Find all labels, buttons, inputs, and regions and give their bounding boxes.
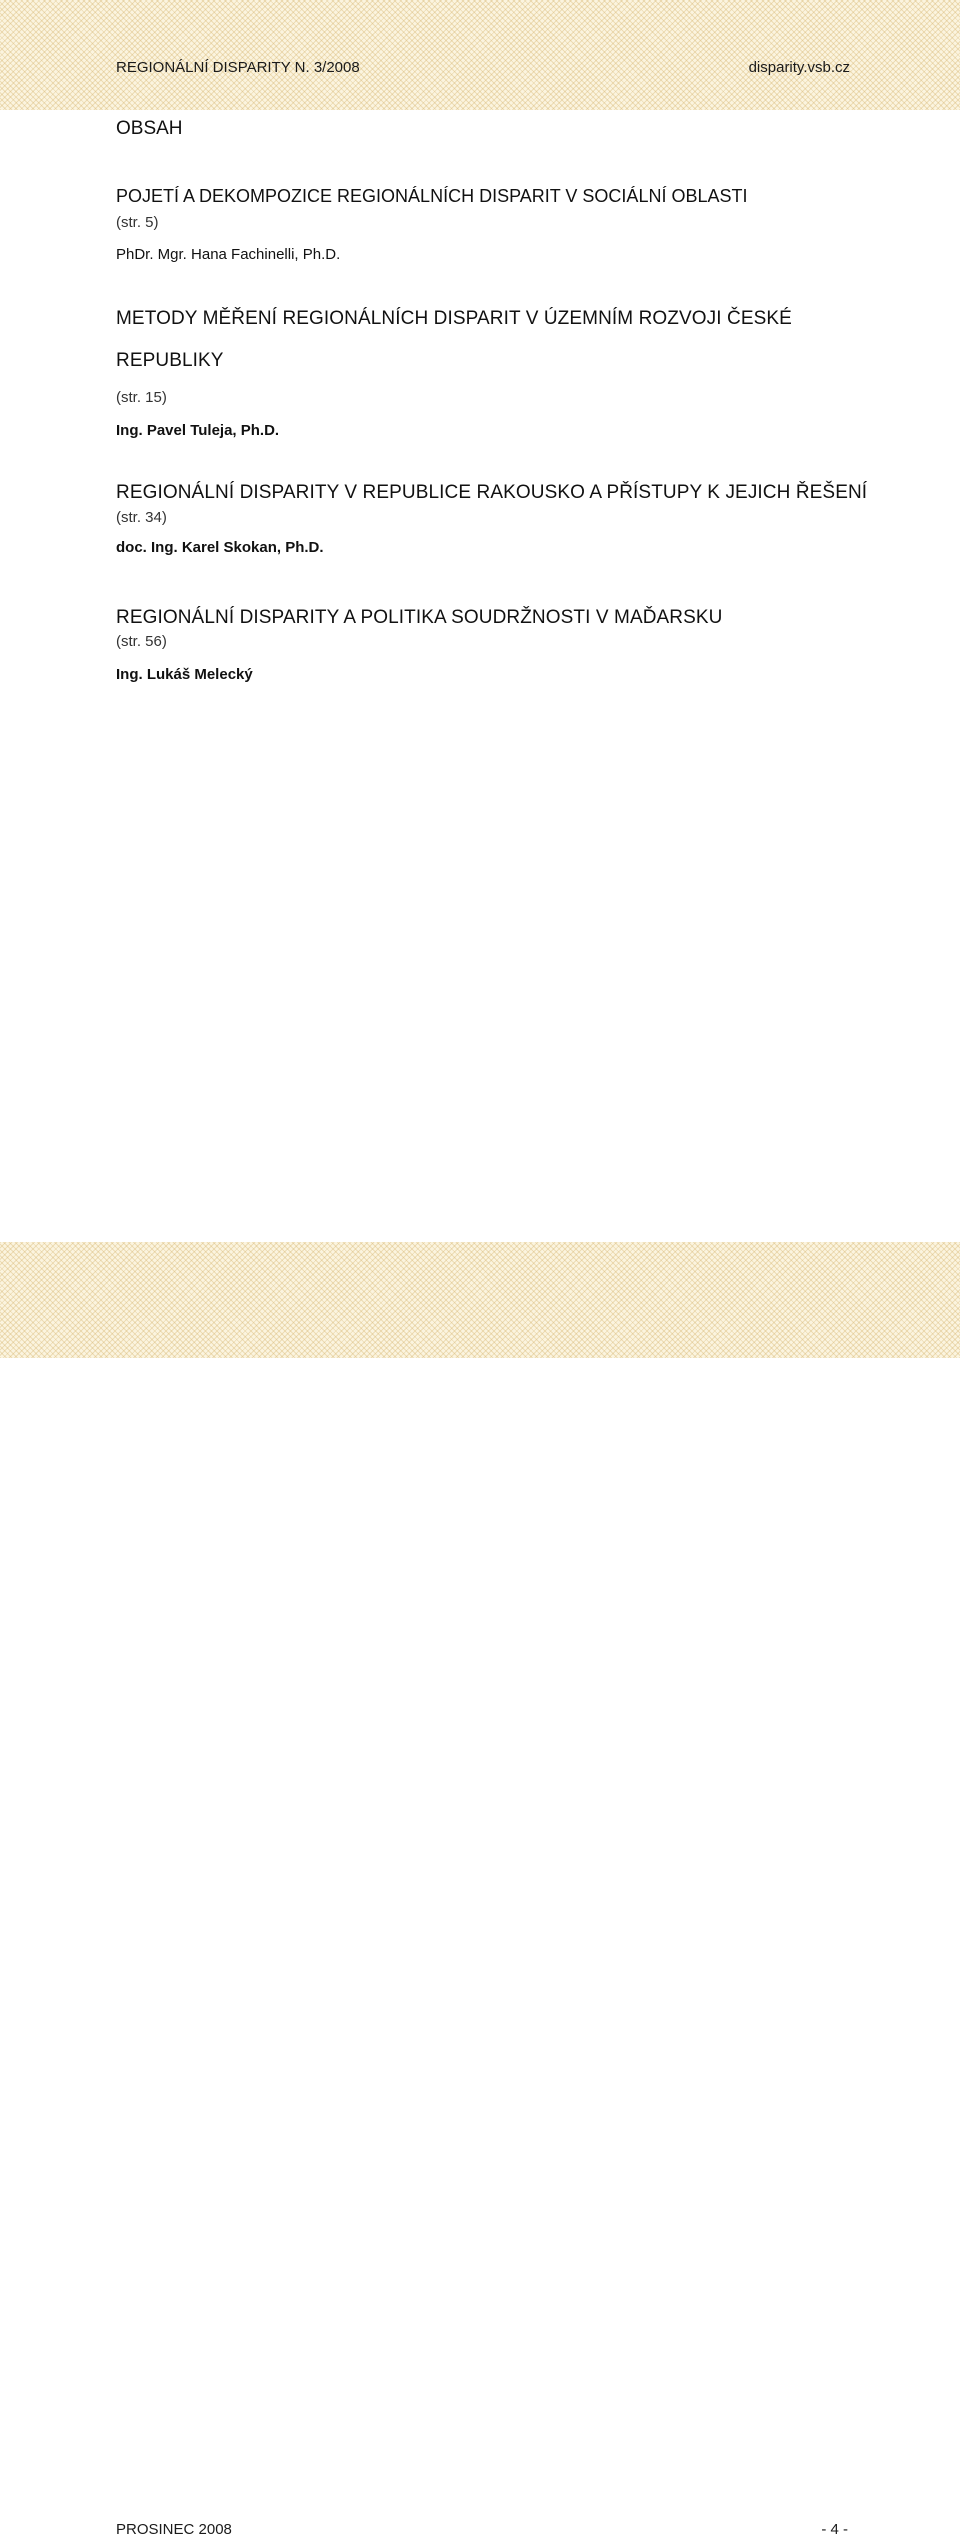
- entry-page-ref: (str. 56): [116, 633, 167, 650]
- entry-author: Ing. Lukáš Melecký: [116, 666, 253, 683]
- header-band: [0, 0, 960, 110]
- entry-author: Ing. Pavel Tuleja, Ph.D.: [116, 422, 280, 439]
- entry-title[interactable]: REGIONÁLNÍ DISPARITY V REPUBLICE RAKOUSKO A PŘÍSTUPY K JEJICH ŘEŠENÍ: [116, 482, 868, 503]
- footer-band: [0, 1242, 960, 2538]
- website-link[interactable]: disparity.vsb.cz: [748, 59, 850, 76]
- page-number: - 4 -: [821, 2521, 848, 2538]
- entry-author: doc. Ing. Karel Skokan, Ph.D.: [116, 539, 324, 556]
- entry-page-ref: (str. 34): [116, 509, 167, 526]
- entry-author: PhDr. Mgr. Hana Fachinelli, Ph.D.: [116, 246, 341, 263]
- entry-title-continued[interactable]: REPUBLIKY: [116, 350, 224, 371]
- entry-page-ref: (str. 15): [116, 389, 167, 406]
- entry-title[interactable]: REGIONÁLNÍ DISPARITY A POLITIKA SOUDRŽNOSTI V MAĎARSKU: [116, 607, 723, 628]
- journal-title: REGIONÁLNÍ DISPARITY N. 3/2008: [116, 59, 360, 76]
- issue-date: PROSINEC 2008: [116, 2521, 232, 2538]
- entry-page-ref: (str. 5): [116, 214, 159, 231]
- entry-title[interactable]: POJETÍ A DEKOMPOZICE REGIONÁLNÍCH DISPARIT V SOCIÁLNÍ OBLASTI: [116, 186, 748, 206]
- entry-title[interactable]: METODY MĚŘENÍ REGIONÁLNÍCH DISPARIT V ÚZEMNÍM ROZVOJI ČESKÉ: [116, 308, 792, 329]
- contents-heading: OBSAH: [116, 118, 183, 139]
